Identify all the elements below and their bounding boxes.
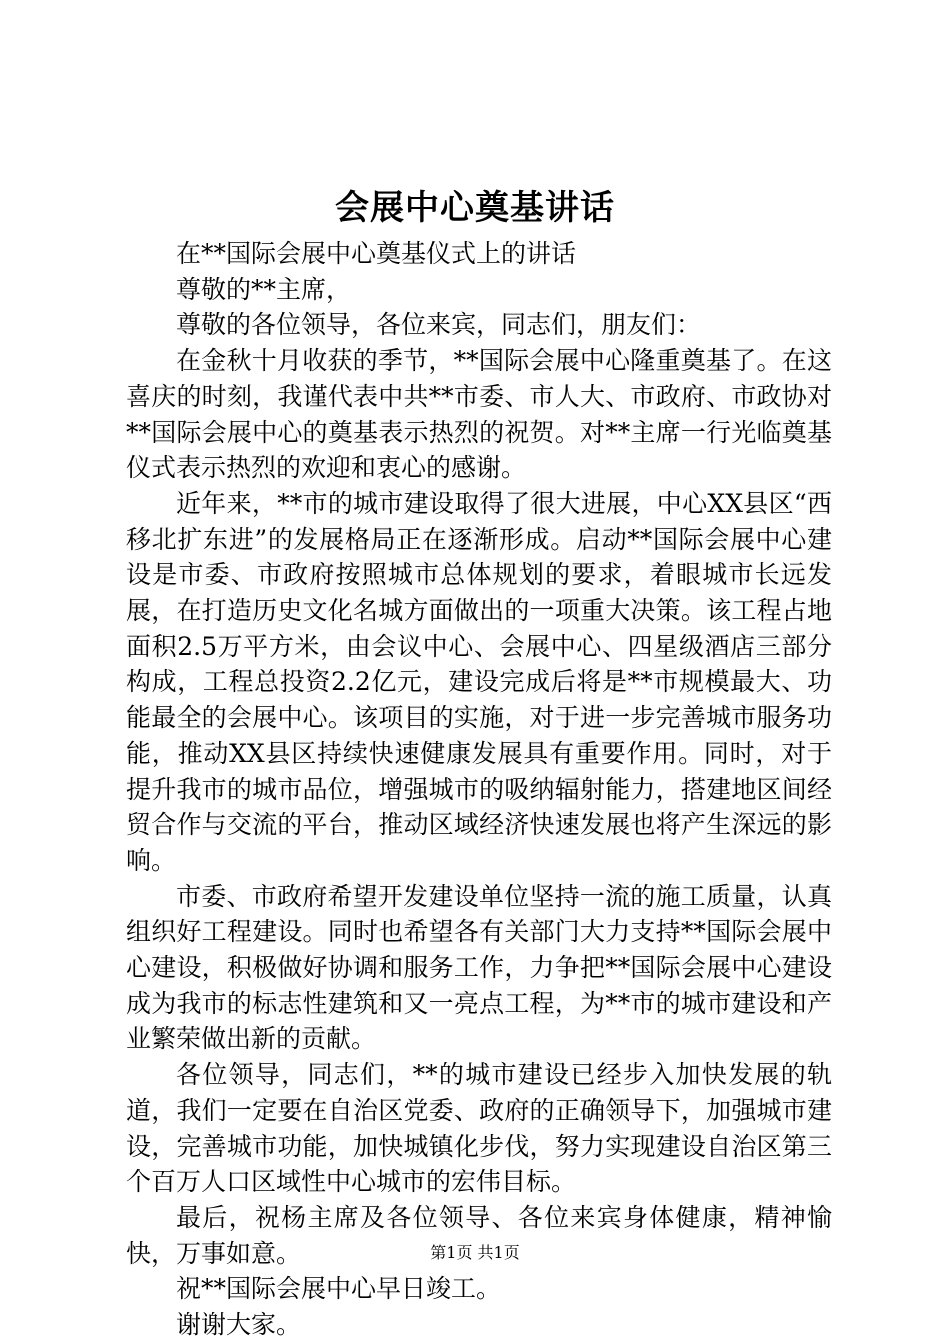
salutation-chairman: 尊敬的**主席， xyxy=(176,274,352,304)
paragraph-thanks: 谢谢大家。 xyxy=(176,1310,302,1340)
page-number-footer: 第1页 共1页 xyxy=(430,1243,520,1262)
paragraph-closing-wishes: 最后，祝杨主席及各位领导、各位来宾身体健康，精神愉快，万事如意。 xyxy=(126,1202,832,1268)
paragraph-goals: 各位领导，同志们，**的城市建设已经步入加快发展的轨道，我们一定要在自治区党委、政府的正确领导下，加强城市建设，完善城市功能，加快城镇化步伐，努力实现建设自治区第三个百万人口区域性中心城市的宏伟目标。 xyxy=(126,1060,832,1197)
document-body xyxy=(126,236,832,1343)
speech-heading-line: 在**国际会展中心奠基仪式上的讲话 xyxy=(176,239,577,268)
paragraph-project-overview: 近年来，**市的城市建设取得了很大进展，中心XX县区“西移北扩东进”的发展格局正在逐渐形成。启动**国际会展中心建设是市委、市政府按照城市总体规划的要求，着眼城市长远发展，在打造历史文化名城方面做出的一项重大决策。该工程占地面积2.5万平方米，由会议中心、会展中心、四星级酒店三部分构成，工程总投资2.2亿元，建设完成后将是**市规模最大、功能最全的会展中心。该项目的实施，对于进一步完善城市服务功能，推动XX县区持续快速健康发展具有重要作用。同时，对于提升我市的城市品位，增强城市的吸纳辐射能力，搭建地区间经贸合作与交流的平台，推动区域经济快速发展也将产生深远的影响。 xyxy=(126,488,832,875)
paragraph-completion-wish: 祝**国际会展中心早日竣工。 xyxy=(176,1274,502,1304)
salutation-guests: 尊敬的各位领导，各位来宾，同志们，朋友们： xyxy=(176,310,702,340)
document-title: 会展中心奠基讲话 xyxy=(335,188,615,228)
paragraph-expectations: 市委、市政府希望开发建设单位坚持一流的施工质量，认真组织好工程建设。同时也希望各有关部门大力支持**国际会展中心建设，积极做好协调和服务工作，力争把**国际会展中心建设成为我市的标志性建筑和又一亮点工程，为**市的城市建设和产业繁荣做出新的贡献。 xyxy=(126,881,832,1054)
paragraph-congratulations: 在金秋十月收获的季节，**国际会展中心隆重奠基了。在这喜庆的时刻，我谨代表中共**市委、市人大、市政府、市政协对**国际会展中心的奠基表示热烈的祝贺。对**主席一行光临奠基仪式表示热烈的欢迎和衷心的感谢。 xyxy=(126,346,832,483)
